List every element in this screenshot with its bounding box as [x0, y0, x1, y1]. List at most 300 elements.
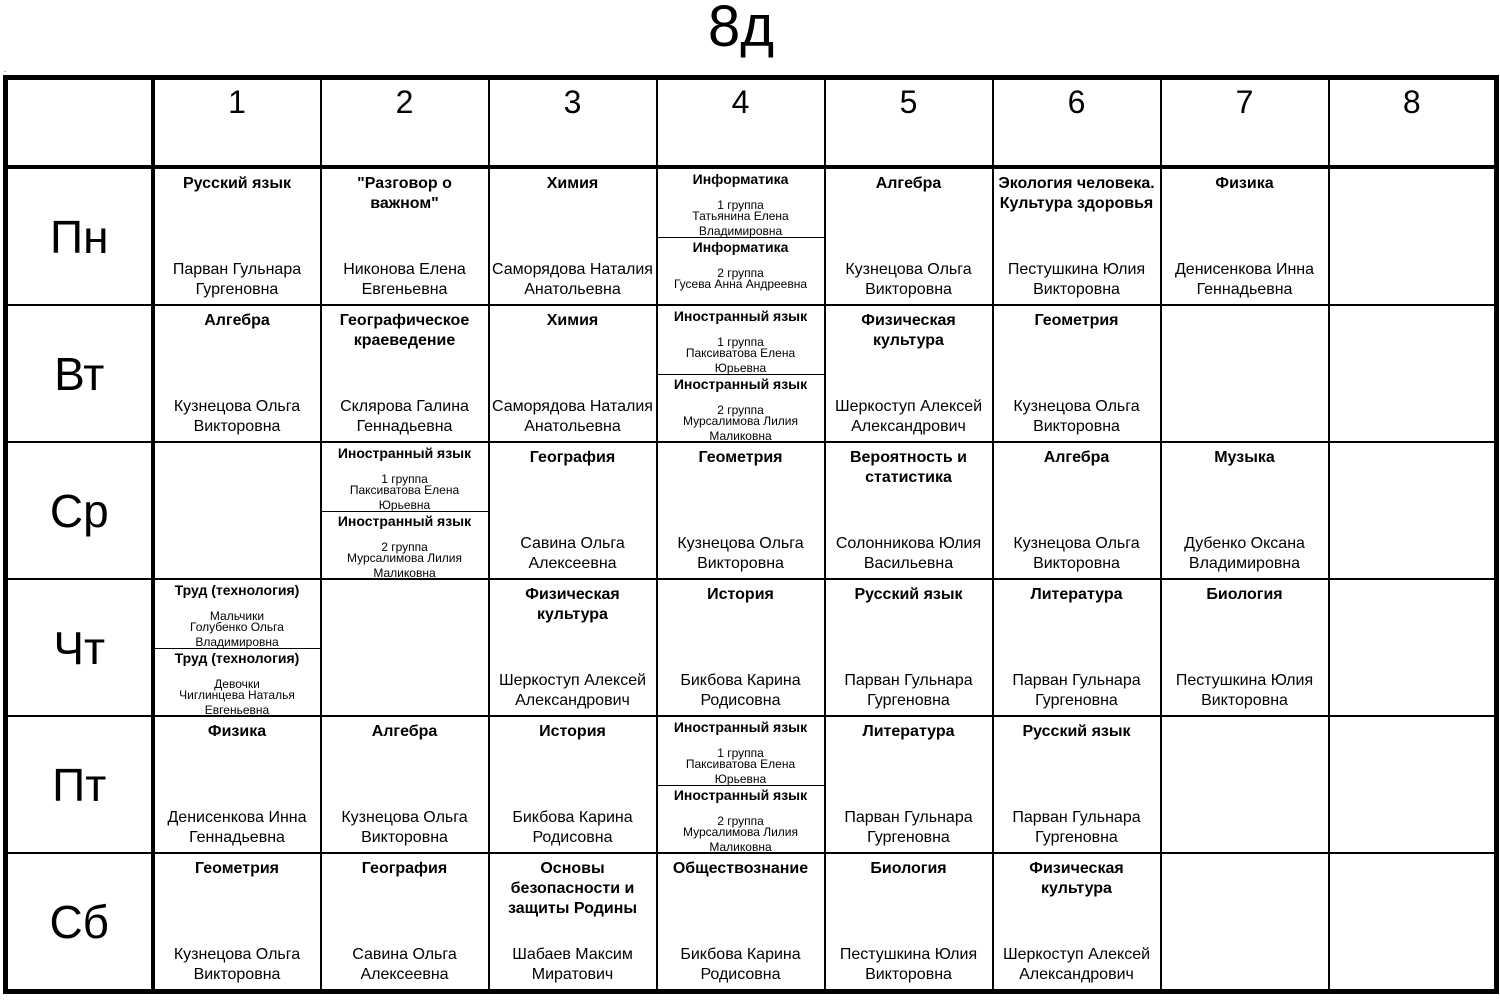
lesson-subject: Географическое краеведение	[339, 312, 470, 349]
lesson-cell	[489, 305, 657, 442]
lesson-cell	[993, 167, 1161, 305]
lesson-teacher	[658, 277, 824, 292]
lesson-subject: Литература	[862, 723, 955, 740]
teacher-line: Парван Гульнара	[844, 672, 973, 689]
schedule-body	[6, 78, 1497, 992]
lesson-teacher	[994, 534, 1160, 574]
lesson-cell	[321, 305, 489, 442]
lesson-teacher	[994, 260, 1160, 300]
lesson-subject: География	[529, 449, 616, 466]
lesson-teacher	[490, 397, 656, 437]
lesson-cell	[825, 442, 993, 579]
lesson-cell	[153, 579, 321, 716]
period-header-cell	[489, 78, 657, 168]
teacher-line: Кузнецова Ольга	[173, 398, 301, 415]
lesson-cell	[993, 853, 1161, 992]
period-header-cell	[657, 78, 825, 168]
teacher-line: Юрьевна	[714, 772, 767, 786]
teacher-line: Кузнецова Ольга	[341, 809, 468, 826]
lesson-subject: Алгебра	[371, 723, 438, 740]
lesson-teacher	[826, 671, 992, 711]
lesson-teacher	[994, 945, 1160, 985]
empty-lesson-cell	[1161, 305, 1329, 442]
day-name: Ср	[49, 484, 109, 537]
teacher-line: Чиглинцева Наталья	[179, 687, 295, 702]
lesson-teacher	[322, 808, 488, 848]
lesson-teacher	[490, 260, 656, 300]
teacher-line: Шеркоступ Алексей	[498, 672, 647, 689]
teacher-line: Паксиватова Елена	[685, 346, 796, 360]
lesson-teacher	[322, 551, 488, 580]
teacher-line: Александрович	[515, 692, 630, 709]
teacher-line: Никонова Елена	[343, 261, 466, 278]
lesson-teacher	[994, 808, 1160, 848]
lesson	[658, 443, 824, 578]
period-number: 3	[563, 84, 582, 120]
day-row	[6, 716, 1497, 853]
lesson	[490, 854, 656, 989]
group-1-lesson	[658, 306, 824, 375]
lesson-subject: Труд (технология)	[174, 649, 300, 666]
lesson-cell	[321, 442, 489, 579]
lesson-subject: Иностранный язык	[673, 786, 808, 803]
teacher-line: Кузнецова Ольга	[845, 261, 972, 278]
lesson-cell	[825, 579, 993, 716]
lesson-cell	[657, 442, 825, 579]
lesson	[490, 717, 656, 852]
group-2-lesson	[658, 237, 824, 305]
teacher-line: Мурсалимова Лилия	[346, 550, 462, 565]
lesson	[658, 580, 824, 715]
lesson-subject: Информатика	[692, 171, 789, 187]
day-row	[6, 853, 1497, 992]
teacher-line: Кузнецова Ольга	[1013, 398, 1140, 415]
lesson-cell	[657, 853, 825, 992]
lesson-cell	[657, 579, 825, 716]
lesson-teacher	[826, 260, 992, 300]
lesson-teacher	[155, 620, 320, 650]
lesson-teacher	[658, 757, 824, 787]
lesson-teacher	[826, 534, 992, 574]
teacher-line: Саморядова Наталия	[492, 261, 653, 278]
teacher-line: Евгеньевна	[204, 702, 270, 716]
teacher-line: Савина Ольга	[520, 535, 625, 552]
lesson	[1162, 169, 1328, 304]
lesson	[155, 306, 320, 441]
lesson-teacher	[155, 808, 320, 848]
lesson-cell	[321, 167, 489, 305]
teacher-line: Викторовна	[697, 555, 784, 572]
lesson-subject: Геометрия	[1034, 312, 1119, 329]
lesson-cell	[489, 442, 657, 579]
teacher-line: Викторовна	[193, 418, 281, 435]
teacher-line: Пестушкина Юлия	[1007, 261, 1146, 278]
teacher-line: Солонникова Юлия	[835, 535, 982, 552]
lesson-cell	[993, 579, 1161, 716]
teacher-line: Мурсалимова Лилия	[682, 824, 798, 839]
lesson-subject: Основы безопасности и защиты Родины	[507, 860, 638, 917]
schedule-table	[3, 75, 1499, 994]
lesson-group: 1 группа	[717, 335, 764, 349]
teacher-line: Гургеновна	[867, 692, 950, 709]
period-number: 2	[395, 84, 414, 120]
lesson-cell	[489, 853, 657, 992]
day-cell	[6, 853, 153, 992]
teacher-line: Гусева Анна Андреевна	[673, 276, 808, 291]
teacher-line: Маликовна	[373, 565, 436, 579]
lesson-teacher	[826, 808, 992, 848]
teacher-line: Васильевна	[863, 555, 954, 572]
teacher-line: Родисовна	[700, 692, 781, 709]
lesson-cell	[657, 305, 825, 442]
lesson-group: 2 группа	[717, 265, 764, 280]
lesson-subject: История	[707, 586, 774, 603]
lesson	[490, 443, 656, 578]
lesson-teacher	[155, 945, 320, 985]
lesson-group: 1 группа	[717, 746, 764, 760]
teacher-line: Денисенкова Инна	[167, 809, 307, 826]
lesson	[322, 717, 488, 852]
lesson-subject: Иностранный язык	[673, 719, 808, 735]
period-number: 7	[1235, 84, 1254, 120]
lesson-subject: Русский язык	[182, 175, 292, 192]
teacher-line: Викторовна	[193, 966, 281, 983]
lesson-cell	[825, 305, 993, 442]
lesson-subject: Геометрия	[194, 860, 280, 877]
lesson-subject: Русский язык	[1022, 723, 1131, 740]
lesson-teacher	[658, 945, 824, 985]
lesson-cell	[321, 853, 489, 992]
lesson-subject: Физическая культура	[1029, 860, 1124, 897]
teacher-line: Гургеновна	[867, 829, 950, 846]
lesson-subject: Алгебра	[204, 312, 270, 329]
teacher-line: Геннадьевна	[1196, 281, 1293, 298]
teacher-line: Бикбова Карина	[680, 672, 801, 689]
lesson-subject: Химия	[546, 312, 599, 329]
lesson-cell	[993, 716, 1161, 853]
teacher-line: Парван Гульнара	[1012, 809, 1141, 826]
header-row	[6, 78, 1497, 168]
day-cell	[6, 305, 153, 442]
lesson-teacher	[322, 483, 488, 513]
lesson	[322, 854, 488, 989]
empty-lesson-cell	[1329, 853, 1497, 992]
group-2-lesson	[322, 511, 488, 579]
lesson	[994, 443, 1160, 578]
teacher-line: Алексеевна	[528, 555, 617, 572]
lesson-cell	[657, 167, 825, 305]
period-number: 6	[1067, 84, 1086, 120]
group-2-lesson	[658, 374, 824, 442]
empty-lesson-cell	[1329, 305, 1497, 442]
lesson-subject: Химия	[546, 175, 599, 192]
lesson	[994, 169, 1160, 304]
period-header-cell	[993, 78, 1161, 168]
lesson-subject: Обществознание	[672, 860, 809, 877]
lesson	[490, 169, 656, 304]
period-number: 8	[1402, 84, 1421, 120]
lesson	[826, 854, 992, 989]
teacher-line: Паксиватова Елена	[349, 483, 460, 497]
lesson-subject: Вероятность и статистика	[849, 449, 968, 486]
lesson-subject: Труд (технология)	[174, 582, 300, 598]
teacher-line: Савина Ольга	[352, 946, 457, 963]
empty-lesson-cell	[321, 579, 489, 716]
teacher-line: Гургеновна	[1035, 829, 1118, 846]
teacher-line: Шеркоступ Алексей	[834, 398, 983, 415]
lesson-cell	[657, 716, 825, 853]
lesson-cell	[153, 305, 321, 442]
lesson-teacher	[658, 671, 824, 711]
day-row	[6, 442, 1497, 579]
lesson	[490, 580, 656, 715]
day-name: Пт	[52, 758, 107, 811]
lesson-cell	[489, 167, 657, 305]
lesson-subject: Геометрия	[698, 449, 783, 466]
teacher-line: Юрьевна	[378, 498, 431, 512]
lesson	[826, 580, 992, 715]
teacher-line: Шабаев Максим	[512, 946, 633, 963]
lesson-cell	[489, 579, 657, 716]
lesson-subject: География	[361, 860, 448, 877]
lesson-teacher	[658, 414, 824, 443]
lesson-cell	[993, 305, 1161, 442]
period-header-cell	[153, 78, 321, 168]
teacher-line: Викторовна	[1201, 692, 1288, 709]
period-number: 1	[228, 84, 246, 120]
lesson-teacher	[826, 945, 992, 985]
teacher-line: Маликовна	[709, 839, 772, 853]
lesson-subject: Информатика	[692, 238, 789, 255]
lesson-teacher	[658, 209, 824, 239]
lesson	[994, 306, 1160, 441]
lesson-group: Девочки	[214, 676, 260, 691]
lesson-group: 1 группа	[717, 198, 764, 212]
day-cell	[6, 442, 153, 579]
lesson	[1162, 580, 1328, 715]
group-1-lesson	[155, 580, 320, 649]
teacher-line: Владимировна	[195, 635, 279, 649]
lesson-teacher	[994, 671, 1160, 711]
lesson-cell	[825, 167, 993, 305]
lesson-cell	[1161, 167, 1329, 305]
lesson-teacher	[155, 260, 320, 300]
lesson-subject: Биология	[870, 860, 947, 877]
lesson-subject: История	[539, 723, 606, 740]
lesson	[826, 717, 992, 852]
lesson-teacher	[490, 534, 656, 574]
lesson-teacher	[322, 397, 488, 437]
corner-mark: .	[4, 65, 7, 74]
lesson-subject: Физика	[207, 723, 267, 740]
teacher-line: Пестушкина Юлия	[839, 946, 978, 963]
lesson-group: 2 группа	[717, 402, 764, 417]
lesson-teacher	[658, 534, 824, 574]
lesson-teacher	[322, 260, 488, 300]
lesson	[1162, 443, 1328, 578]
lesson-cell	[1161, 442, 1329, 579]
teacher-line: Викторовна	[1033, 281, 1120, 298]
day-name: Сб	[49, 895, 110, 948]
lesson-cell	[153, 853, 321, 992]
teacher-line: Алексеевна	[360, 966, 449, 983]
teacher-line: Викторовна	[1033, 555, 1120, 572]
group-2-lesson	[658, 785, 824, 853]
lesson-cell	[825, 716, 993, 853]
lesson-cell	[489, 716, 657, 853]
day-name: Пн	[50, 210, 109, 263]
teacher-line: Анатольевна	[524, 281, 621, 298]
lesson-teacher	[490, 945, 656, 985]
lesson-teacher	[994, 397, 1160, 437]
lesson-subject: Биология	[1206, 586, 1283, 603]
page-title: 8д	[707, 0, 775, 59]
day-name: Чт	[53, 621, 106, 674]
teacher-line: Александрович	[851, 418, 966, 435]
day-cell	[6, 167, 153, 305]
period-header-cell	[825, 78, 993, 168]
teacher-line: Паксиватова Елена	[685, 757, 796, 771]
empty-lesson-cell	[153, 442, 321, 579]
lesson-teacher	[1162, 260, 1328, 300]
teacher-line: Родисовна	[700, 966, 781, 983]
teacher-line: Родисовна	[532, 829, 613, 846]
teacher-line: Парван Гульнара	[172, 261, 302, 278]
teacher-line: Викторовна	[865, 281, 952, 298]
teacher-line: Парван Гульнара	[844, 809, 973, 826]
lesson-cell	[153, 716, 321, 853]
period-number: 4	[731, 84, 750, 120]
lesson-group: 1 группа	[381, 472, 428, 486]
group-1-lesson	[658, 717, 824, 786]
lesson	[322, 306, 488, 441]
teacher-line: Мурсалимова Лилия	[682, 413, 798, 428]
lesson	[994, 717, 1160, 852]
period-header-cell	[321, 78, 489, 168]
group-1-lesson	[658, 169, 824, 238]
lesson-teacher	[658, 825, 824, 854]
teacher-line: Бикбова Карина	[680, 946, 801, 963]
teacher-line: Шеркоступ Алексей	[1002, 946, 1151, 963]
teacher-line: Татьянина Елена	[692, 209, 789, 223]
teacher-line: Викторовна	[361, 829, 448, 846]
teacher-line: Юрьевна	[714, 361, 767, 375]
period-header-cell	[1329, 78, 1497, 168]
lesson-cell	[993, 442, 1161, 579]
teacher-line: Денисенкова Инна	[1174, 261, 1315, 278]
lesson-subject: Иностранный язык	[337, 445, 472, 461]
lesson-subject: Алгебра	[1043, 449, 1110, 466]
lesson-subject: Литература	[1030, 586, 1123, 603]
teacher-line: Гургеновна	[1035, 692, 1118, 709]
lesson	[826, 169, 992, 304]
lesson-subject: Иностранный язык	[673, 375, 808, 392]
lesson-cell	[321, 716, 489, 853]
lesson	[155, 169, 320, 304]
teacher-line: Бикбова Карина	[512, 809, 633, 826]
lesson-teacher	[1162, 534, 1328, 574]
group-2-lesson	[155, 648, 320, 716]
teacher-line: Анатольевна	[524, 418, 621, 435]
lesson	[826, 306, 992, 441]
corner-cell	[6, 78, 153, 168]
lesson	[155, 717, 320, 852]
lesson	[658, 854, 824, 989]
empty-lesson-cell	[1329, 442, 1497, 579]
lesson-subject: Физическая культура	[861, 312, 956, 349]
lesson-teacher	[826, 397, 992, 437]
lesson-group: 2 группа	[381, 539, 428, 554]
teacher-line: Викторовна	[1033, 418, 1120, 435]
lesson-teacher	[155, 397, 320, 437]
teacher-line: Владимировна	[1188, 555, 1301, 572]
lesson	[490, 306, 656, 441]
teacher-line: Александрович	[1019, 966, 1134, 983]
lesson-teacher	[490, 671, 656, 711]
teacher-line: Кузнецова Ольга	[677, 535, 804, 552]
empty-lesson-cell	[1329, 167, 1497, 305]
lesson	[994, 854, 1160, 989]
teacher-line: Геннадьевна	[356, 418, 453, 435]
teacher-line: Викторовна	[865, 966, 952, 983]
teacher-line: Голубенко Ольга	[190, 620, 284, 634]
teacher-line: Склярова Галина	[340, 398, 469, 415]
empty-lesson-cell	[1161, 853, 1329, 992]
period-header-cell	[1161, 78, 1329, 168]
empty-lesson-cell	[1329, 716, 1497, 853]
lesson-cell	[153, 167, 321, 305]
lesson-subject: Иностранный язык	[337, 512, 472, 529]
lesson-teacher	[155, 688, 320, 717]
lesson-subject: Экология человека. Культура здоровья	[998, 175, 1155, 212]
lesson	[155, 854, 320, 989]
empty-lesson-cell	[1161, 716, 1329, 853]
lesson-subject: Физическая культура	[525, 586, 620, 623]
day-row	[6, 579, 1497, 716]
lesson-subject: Музыка	[1214, 449, 1275, 466]
teacher-line: Кузнецова Ольга	[1013, 535, 1140, 552]
teacher-line: Евгеньевна	[361, 281, 448, 298]
lesson-cell	[1161, 579, 1329, 716]
teacher-line: Кузнецова Ольга	[173, 946, 301, 963]
lesson-teacher	[322, 945, 488, 985]
period-number: 5	[899, 84, 918, 120]
teacher-line: Гургеновна	[195, 281, 279, 298]
teacher-line: Маликовна	[709, 428, 772, 442]
day-row	[6, 305, 1497, 442]
teacher-line: Пестушкина Юлия	[1175, 672, 1314, 689]
lesson	[826, 443, 992, 578]
lesson-subject: Русский язык	[854, 586, 963, 603]
teacher-line: Миратович	[531, 966, 614, 983]
teacher-line: Саморядова Наталия	[492, 398, 653, 415]
lesson-subject: Физика	[1215, 175, 1274, 192]
day-row	[6, 167, 1497, 305]
lesson-group: 2 группа	[717, 813, 764, 828]
lesson-subject: Алгебра	[875, 175, 942, 192]
lesson-cell	[825, 853, 993, 992]
teacher-line: Парван Гульнара	[1012, 672, 1141, 689]
group-1-lesson	[322, 443, 488, 512]
lesson-subject: Иностранный язык	[673, 308, 808, 324]
day-name: Вт	[54, 347, 105, 400]
day-cell	[6, 716, 153, 853]
teacher-line: Дубенко Оксана	[1184, 535, 1305, 552]
lesson-group: Мальчики	[209, 609, 265, 623]
lesson-subject: "Разговор о важном"	[357, 175, 452, 212]
lesson-teacher	[1162, 671, 1328, 711]
lesson-teacher	[490, 808, 656, 848]
